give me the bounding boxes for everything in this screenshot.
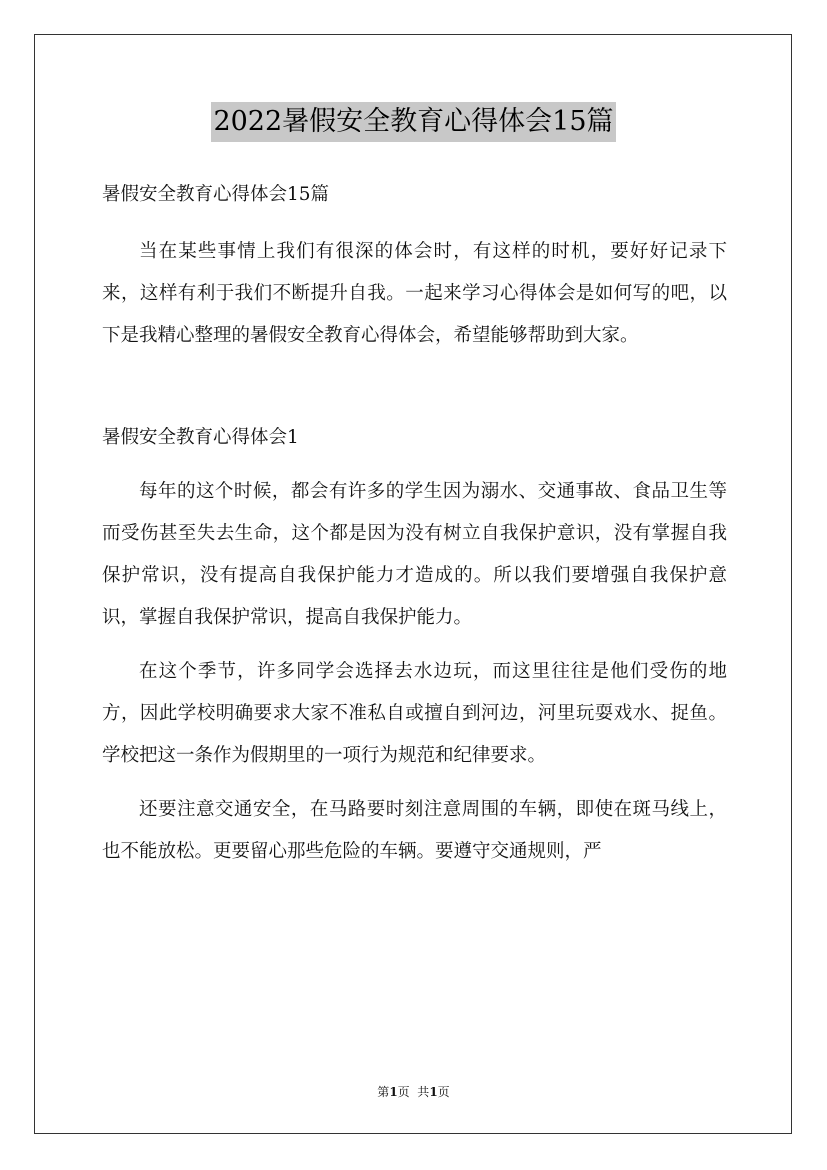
footer-mid: 页 共 (397, 1085, 430, 1099)
footer-page-total: 1 (429, 1085, 438, 1099)
title-container (0, 102, 827, 142)
page-footer (0, 1084, 827, 1100)
body-paragraph-2: 在这个季节，许多同学会选择去水边玩，而这里往往是他们受伤的地方，因此学校明确要求大家不准私自或擅自到河边，河里玩耍戏水、捉鱼。学校把这一条作为假期里的一项行为规范和纪律要求。 (102, 661, 727, 766)
intro-paragraph: 当在某些事情上我们有很深的体会时，有这样的时机，要好好记录下来，这样有利于我们不断提升自我。一起来学习心得体会是如何写的吧，以下是我精心整理的暑假安全教育心得体会，希望能够帮助到大家。 (102, 241, 727, 346)
footer-suffix: 页 (437, 1085, 450, 1099)
document-title: 2022暑假安全教育心得体会15篇 (211, 102, 615, 142)
document-body (102, 174, 727, 885)
footer-prefix: 第 (377, 1085, 390, 1099)
document-subtitle: 暑假安全教育心得体会15篇 (102, 184, 330, 205)
section-heading: 暑假安全教育心得体会1 (102, 427, 299, 448)
footer-page-current: 1 (389, 1085, 398, 1099)
body-paragraph-1: 每年的这个时候，都会有许多的学生因为溺水、交通事故、食品卫生等而受伤甚至失去生命，这个都是因为没有树立自我保护意识，没有掌握自我保护常识，没有提高自我保护能力才造成的。所以我们要增强自我保护意识，掌握自我保护常识，提高自我保护能力。 (102, 481, 727, 628)
body-paragraph-3: 还要注意交通安全，在马路要时刻注意周围的车辆，即使在斑马线上，也不能放松。更要留心那些危险的车辆。要遵守交通规则，严 (102, 799, 727, 862)
